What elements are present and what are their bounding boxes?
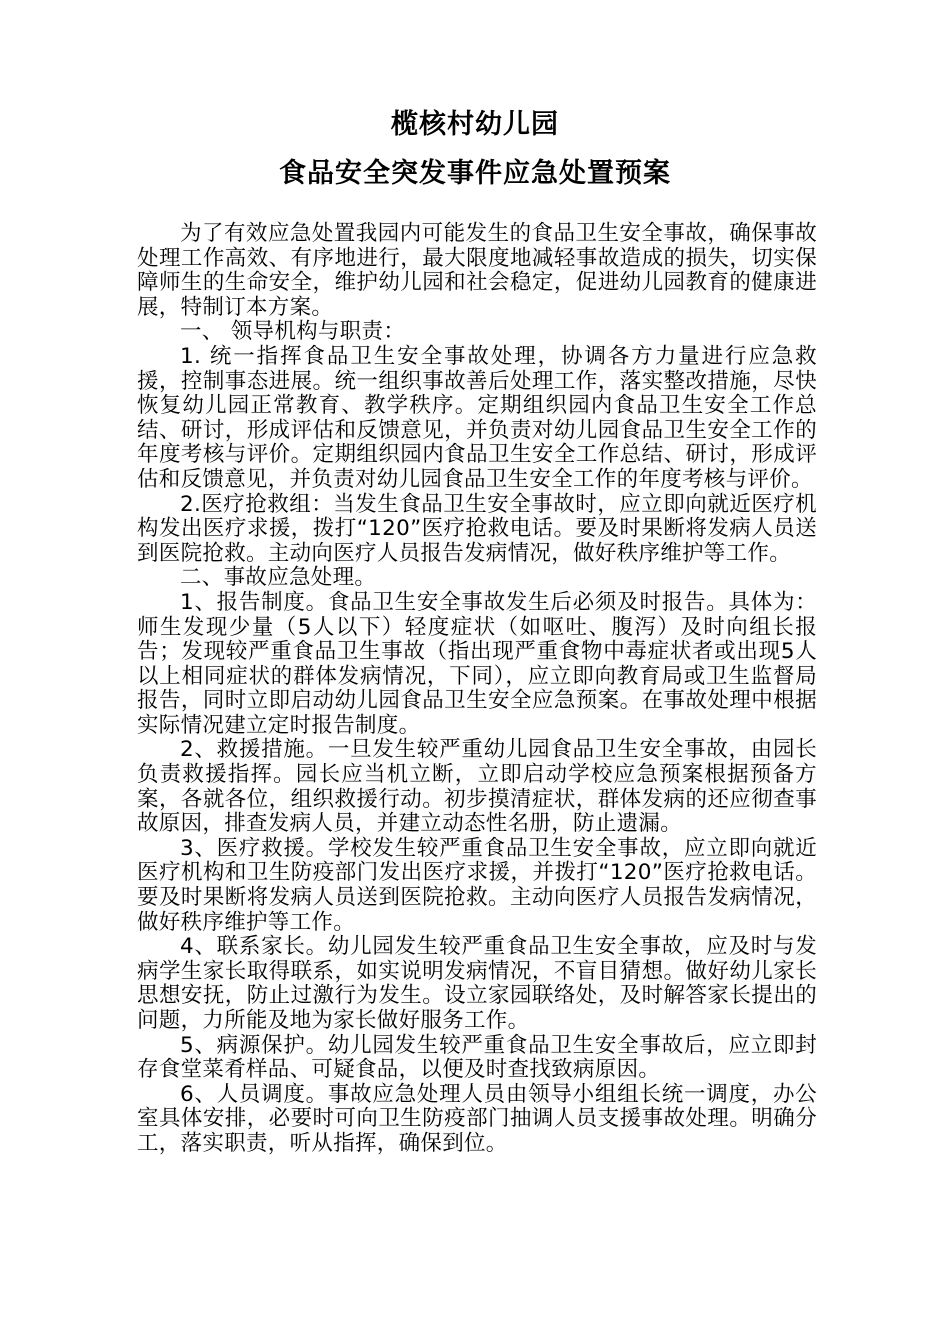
section-heading-emergency-handling: 二、事故应急处理。 [180,565,377,591]
paragraph-contact-parents: 4、联系家长。幼儿园发生较严重食品卫生安全事故，应及时与发病学生家长取得联系，如实说明发病情况，不盲目猜想。做好幼儿家长思想安抚，防止过激行为发生。设立家园联络处，及时解答家长提出的问题，力所能及地为家长做好服务工作。 [137,934,817,1033]
document-body [137,222,817,1157]
paragraph-medical-assistance: 3、医疗救援。学校发生较严重食品卫生安全事故，应立即向就近医疗机构和卫生防疫部门发出医疗求援，并拨打“120”医疗抢救电话。要及时果断将发病人员送到医院抢救。主动向医疗人员报告发病情况，做好秩序维护等工作。 [137,835,817,935]
paragraph-medical-rescue-team: 2.医疗抢救组：当发生食品卫生安全事故时，应立即向就近医疗机构发出医疗求援，拨打“120”医疗抢救电话。要及时果断将发病人员送到医院抢救。主动向医疗人员报告发病情况，做好秩序维护等工作。 [137,491,817,566]
paragraph-command-duties: 1. 统一指挥食品卫生安全事故处理，协调各方力量进行应急救援，控制事态进展。统一组织事故善后处理工作，落实整改措施，尽快恢复幼儿园正常教育、教学秩序。定期组织园内食品卫生安全工作总结、研讨，形成评估和反馈意见，并负责对幼儿园食品卫生安全工作的年度考核与评价。定期组织园内食品卫生安全工作总结、研讨，形成评估和反馈意见，并负责对幼儿园食品卫生安全工作的年度考核与评价。 [137,343,817,492]
paragraph-source-protection: 5、病源保护。幼儿园发生较严重食品卫生安全事故后，应立即封存食堂菜肴样品、可疑食品，以便及时查找致病原因。 [137,1032,817,1083]
document-title: 榄核村幼儿园 [391,109,559,140]
intro-paragraph: 为了有效应急处置我园内可能发生的食品卫生安全事故，确保事故处理工作高效、有序地进行，最大限度地减轻事故造成的损失，切实保障师生的生命安全，维护幼儿园和社会稳定，促进幼儿园教育的健康进展，特制订本方案。 [137,221,817,320]
document-subtitle: 食品安全突发事件应急处置预案 [279,158,671,189]
paragraph-rescue-measures: 2、救援措施。一旦发生较严重幼儿园食品卫生安全事故，由园长负责救援指挥。园长应当机立断，立即启动学校应急预案根据预备方案，各就各位，组织救援行动。初步摸清症状，群体发病的还应彻查事故原因，排查发病人员，并建立动态性名册，防止遗漏。 [137,737,817,837]
paragraph-reporting-system: 1、报告制度。食品卫生安全事故发生后必须及时报告。具体为：师生发现少量（5人以下）轻度症状（如呕吐、腹泻）及时向组长报告；发现较严重食品卫生事故（指出现严重食物中毒症状者或出现5人以上相同症状的群体发病情况，下同），应立即向教育局或卫生监督局报告，同时立即启动幼儿园食品卫生安全应急预案。在事故处理中根据实际情况建立定时报告制度。 [137,589,817,738]
section-heading-leadership: 一、 领导机构与职责： [180,319,406,345]
paragraph-staff-dispatch: 6、人员调度。事故应急处理人员由领导小组组长统一调度，办公室具体安排，必要时可向卫生防疫部门抽调人员支援事故处理。明确分工，落实职责，听从指挥，确保到位。 [137,1081,817,1156]
